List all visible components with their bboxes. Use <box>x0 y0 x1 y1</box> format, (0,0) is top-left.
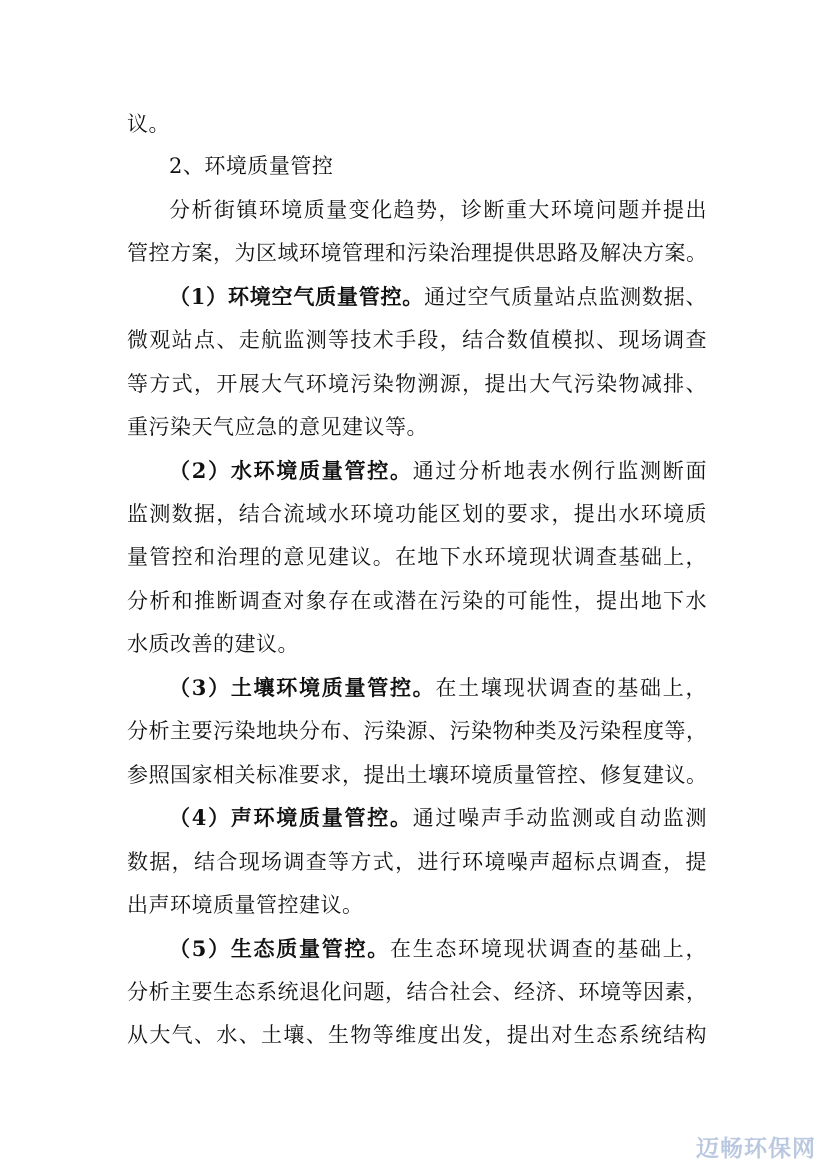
item-heading: （5）生态质量管控。 <box>169 936 390 961</box>
text-line: 分析和推断调查对象存在或潜在污染的可能性，提出地下水 <box>127 589 707 613</box>
text-line: （3）土壤环境质量管控。在土壤现状调查的基础上， <box>169 675 707 700</box>
text-line: 重污染天气应急的意见建议等。 <box>127 415 428 439</box>
text-line: 分析主要生态系统退化问题，结合社会、经济、环境等因素， <box>127 980 708 1004</box>
text-line: 从大气、水、土壤、生物等维度出发，提出对生态系统结构 <box>127 1023 707 1047</box>
item-heading: （2）水环境质量管控。 <box>169 458 413 483</box>
text-line: （5）生态质量管控。在生态环境现状调查的基础上， <box>169 936 707 961</box>
text-line: （2）水环境质量管控。通过分析地表水例行监测断面 <box>169 458 707 483</box>
watermark: 迈畅环保网 <box>696 1136 816 1162</box>
text-line: 分析街镇环境质量变化趋势，诊断重大环境问题并提出 <box>169 198 707 222</box>
section-heading: 2、环境质量管控 <box>169 154 334 178</box>
text-line: 出声环境质量管控建议。 <box>127 893 364 917</box>
text-line: 微观站点、走航监测等技术手段，结合数值模拟、现场调查 <box>127 328 707 352</box>
text-line: 分析主要污染地块分布、污染源、污染物种类及污染程度等， <box>127 719 708 743</box>
text-line: 监测数据，结合流域水环境功能区划的要求，提出水环境质 <box>127 502 707 526</box>
text-line: 水质改善的建议。 <box>127 632 299 656</box>
text-line: 议。 <box>127 112 170 136</box>
item-heading: （4）声环境质量管控。 <box>169 805 413 830</box>
item-heading: （1）环境空气质量管控。 <box>169 284 425 309</box>
text-line: 管控方案，为区域环境管理和污染治理提供思路及解决方案。 <box>127 241 708 265</box>
text-line: 量管控和治理的意见建议。在地下水环境现状调查基础上， <box>127 545 707 569</box>
text-line: 参照国家相关标准要求，提出土壤环境质量管控、修复建议。 <box>127 763 708 787</box>
item-heading: （3）土壤环境质量管控。 <box>169 675 436 700</box>
text-line: （4）声环境质量管控。通过噪声手动监测或自动监测 <box>169 805 707 830</box>
text-line: （1）环境空气质量管控。通过空气质量站点监测数据、 <box>169 284 707 309</box>
text-line: 数据，结合现场调查等方式，进行环境噪声超标点调查，提 <box>127 850 707 874</box>
text-line: 等方式，开展大气环境污染物溯源，提出大气污染物减排、 <box>127 372 707 396</box>
